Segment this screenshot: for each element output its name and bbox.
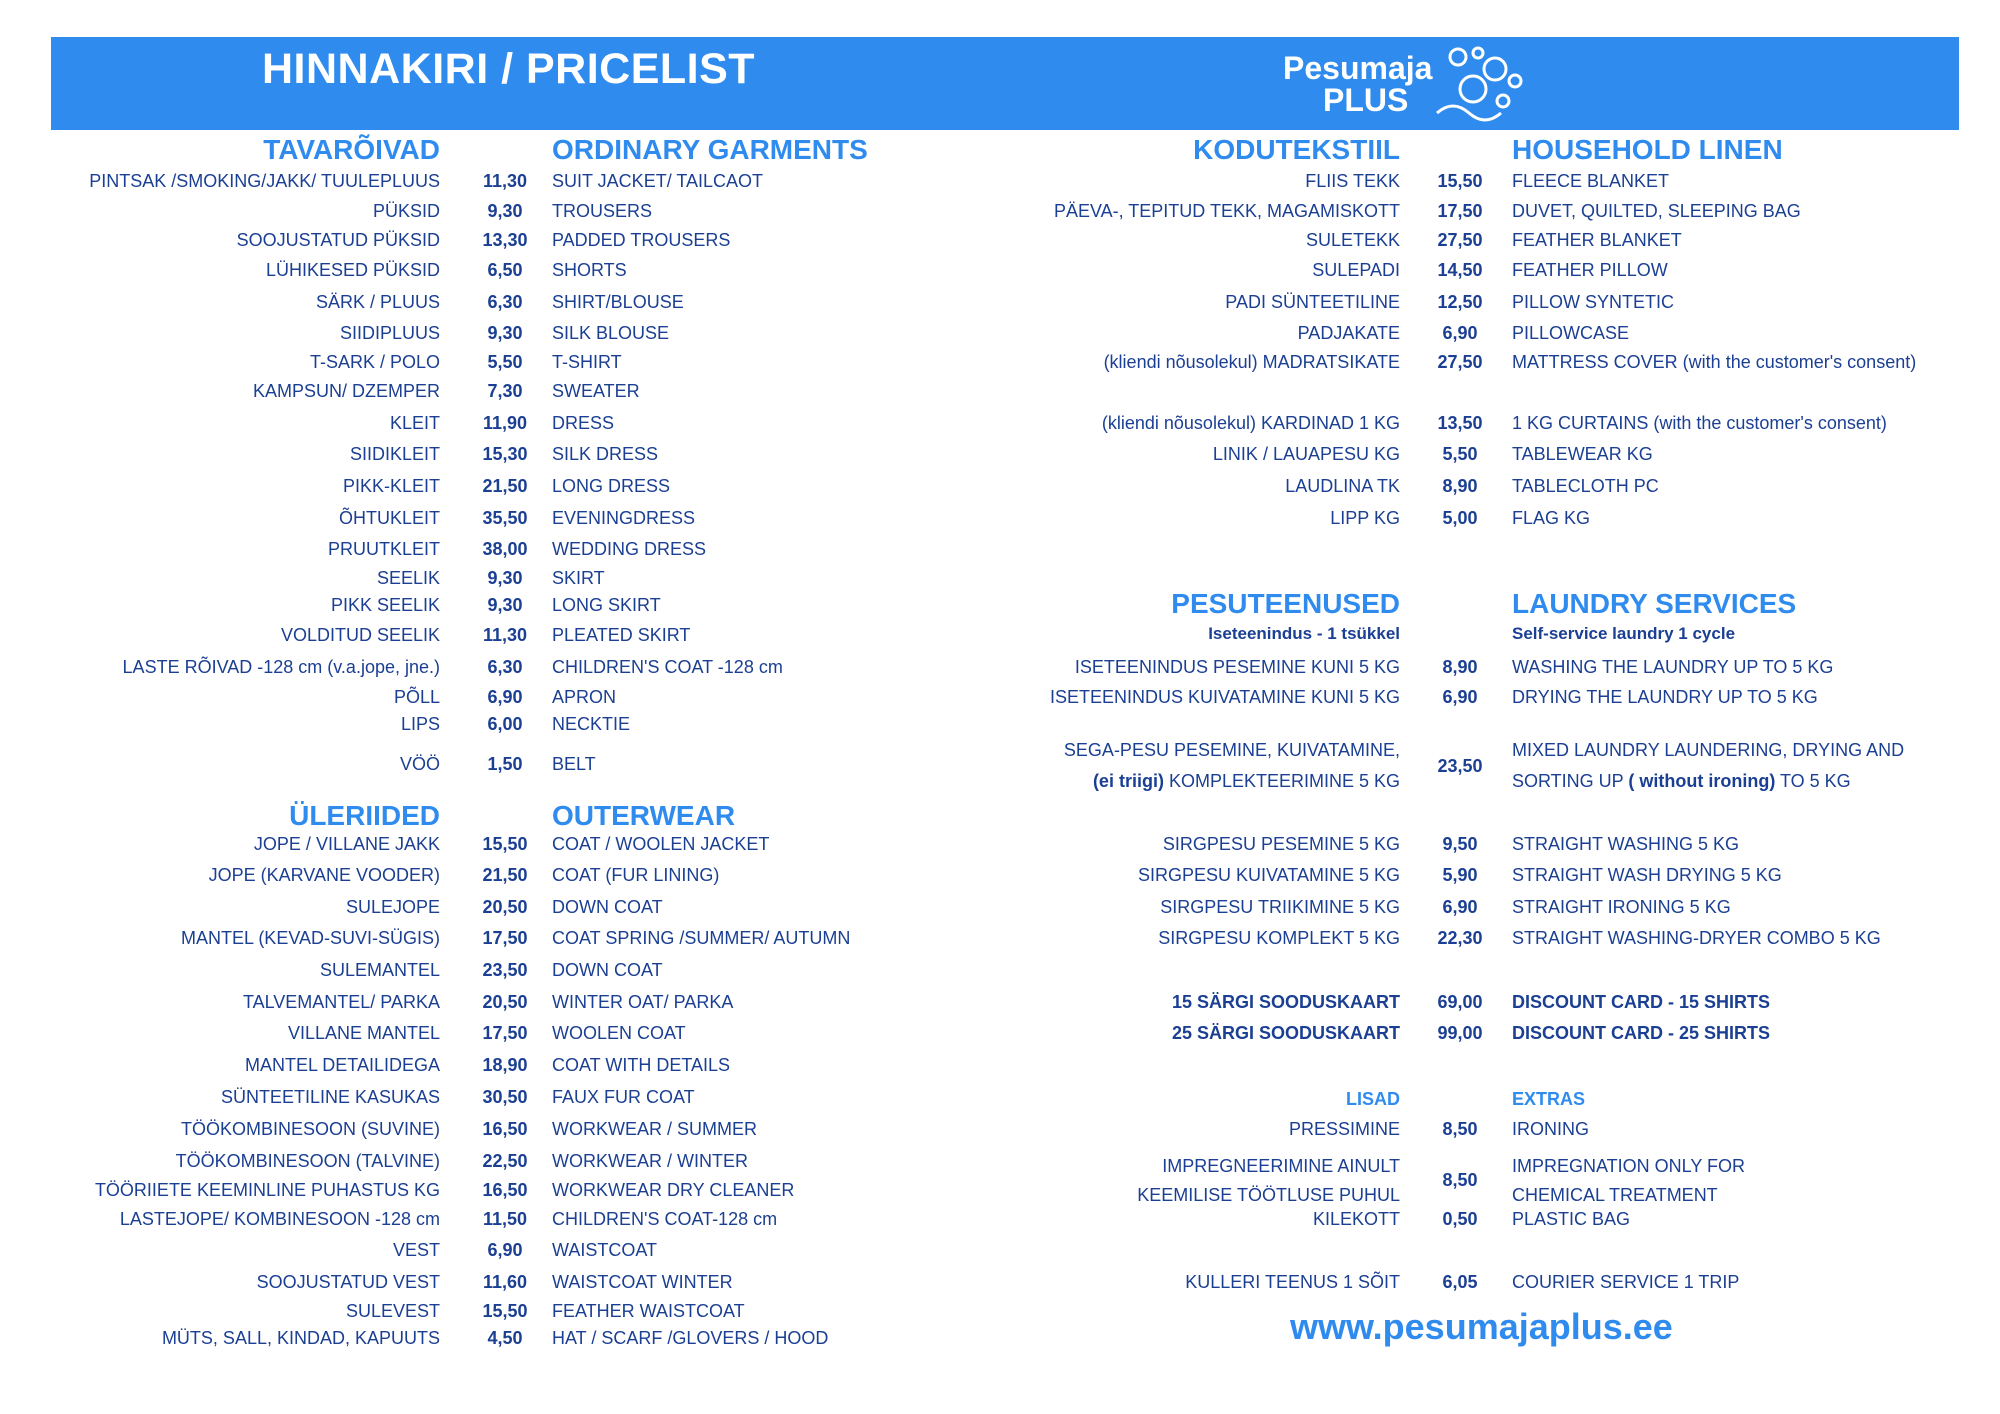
price-row [0,1269,2000,1295]
item-name-et: PIKK-KLEIT [342,476,440,496]
item-name-en: STRAIGHT WASH DRYING 5 KG [1512,865,1782,885]
price-row [0,168,2000,194]
logo-line-1: Pesumaja [1283,50,1433,86]
price-value: 38,00 [482,539,528,559]
price-value: 6,50 [487,260,523,280]
item-name-en: FEATHER PILLOW [1512,260,1668,280]
item-name-et: TÖÖKOMBINESOON (SUVINE) [180,1119,440,1139]
price-row [0,1298,2000,1324]
item-name-et: SEELIK [376,568,440,588]
item-name-en: FLAG KG [1512,508,1591,528]
item-name-et: VOLDITUD SEELIK [280,625,440,645]
item-name-en: WORKWEAR DRY CLEANER [552,1180,795,1200]
item-name-et-2: KEEMILISE TÖÖTLUSE PUHUL [1137,1185,1400,1205]
section-title-laundry-services: LAUNDRY SERVICES [1512,588,1797,619]
price-value: 5,50 [1442,444,1478,464]
item-name-en: NECKTIE [552,714,631,734]
item-name-en: SILK BLOUSE [552,323,670,343]
item-name-en-2: CHEMICAL TREATMENT [1512,1185,1718,1205]
item-name-et: ISETEENINDUS KUIVATAMINE KUNI 5 KG [1049,687,1400,707]
item-name-en: COAT / WOOLEN JACKET [552,834,770,854]
price-row [0,441,2000,467]
item-name-et-2-rest: KOMPLEKTEERIMINE 5 KG [1163,771,1400,791]
page-title: HINNAKIRI / PRICELIST [262,45,756,93]
section-title-extras: EXTRAS [1512,1089,1586,1109]
logo-line-2: PLUS [1323,82,1409,118]
item-name-en: TROUSERS [552,201,653,221]
item-name-et: FLIIS TEKK [1305,171,1400,191]
price-row [0,257,2000,283]
price-value: 9,30 [487,595,523,615]
item-name-en: FEATHER WAISTCOAT [552,1301,745,1321]
item-name-en: WEDDING DRESS [552,539,707,559]
price-value: 23,50 [1437,756,1483,776]
section-title-outerwear: OUTERWEAR [552,800,736,831]
price-value: 16,50 [482,1180,528,1200]
item-name-et: ISETEENINDUS PESEMINE KUNI 5 KG [1074,657,1400,677]
item-name-en: MATTRESS COVER (with the customer's consent) [1512,352,1917,372]
price-value: 21,50 [482,476,528,496]
price-row-mixed-laundry-2 [0,768,2000,794]
item-name-en: FLEECE BLANKET [1512,171,1670,191]
price-value: 8,90 [1442,476,1478,496]
item-name-et: (kliendi nõusolekul) MADRATSIKATE [1103,352,1400,372]
item-name-et: SIIDIKLEIT [349,444,440,464]
price-row [0,473,2000,499]
item-name-en: STRAIGHT WASHING-DRYER COMBO 5 KG [1512,928,1881,948]
price-value: 99,00 [1437,1023,1483,1043]
item-name-et-2 [1093,768,1400,794]
price-value: 11,30 [482,625,528,645]
item-name-en: WOOLEN COAT [552,1023,686,1043]
item-name-et: LASTE RÕIVAD -128 cm (v.a.jope, jne.) [122,657,440,677]
item-name-et: KLEIT [389,413,440,433]
price-value: 11,50 [482,1209,528,1229]
item-name-et: LIPS [400,714,440,734]
price-row [0,989,2000,1015]
item-name-en: COAT (FUR LINING) [552,865,720,885]
item-name-en: WORKWEAR / WINTER [552,1151,748,1171]
no-ironing-note: (ei triigi) [1092,771,1164,791]
item-name-et: TÖÖKOMBINESOON (TALVINE) [175,1151,440,1171]
price-row [0,536,2000,562]
item-name-et: KAMPSUN/ DZEMPER [252,381,440,401]
item-name-et: PÄEVA-, TEPITUD TEKK, MAGAMISKOTT [1053,201,1400,221]
price-row [0,565,2000,591]
price-value: 6,90 [1442,897,1478,917]
item-name-et: (kliendi nõusolekul) KARDINAD 1 KG [1101,413,1400,433]
price-row [0,894,2000,920]
item-name-et: KULLERI TEENUS 1 SÕIT [1185,1272,1400,1292]
item-name-et: TALVEMANTEL/ PARKA [242,992,440,1012]
item-name-et: MÜTS, SALL, KINDAD, KAPUUTS [161,1328,440,1348]
price-value: 69,00 [1437,992,1483,1012]
price-value: 6,90 [487,687,523,707]
price-row [0,831,2000,857]
item-name-en: 1 KG CURTAINS (with the customer's consent) [1512,413,1887,433]
section-title-tavaroivad: TAVARÕIVAD [263,134,440,165]
price-row-impregnation [0,1153,2000,1179]
item-name-et: VÖÖ [399,754,440,774]
item-name-et: SIRGPESU KOMPLEKT 5 KG [1158,928,1400,948]
website-link[interactable]: www.pesumajaplus.ee [1290,1306,1673,1347]
price-row [0,1116,2000,1142]
item-name-et: IMPREGNEERIMINE AINULT [1162,1156,1400,1176]
price-value: 9,30 [487,201,523,221]
item-name-en: SUIT JACKET/ TAILCAOT [552,171,764,191]
item-name-en: DISCOUNT CARD - 25 SHIRTS [1512,1023,1771,1043]
item-name-et: PÜKSID [372,201,440,221]
item-name-en: PADDED TROUSERS [552,230,731,250]
item-name-et: PADI SÜNTEETILINE [1225,292,1400,312]
price-value: 17,50 [1437,201,1483,221]
section-title-uleriided: ÜLERIIDED [289,800,440,831]
item-name-en: DRESS [552,413,615,433]
price-row [0,1325,2000,1351]
self-service-subtitle-en: Self-service laundry 1 cycle [1512,624,1736,643]
item-name-en: WAISTCOAT [552,1240,657,1260]
item-name-et: JOPE / VILLANE JAKK [253,834,440,854]
item-name-et: SULETEKK [1305,230,1400,250]
price-row [0,862,2000,888]
price-value: 27,50 [1437,352,1483,372]
price-value: 8,90 [1442,657,1478,677]
price-value: 6,90 [1442,687,1478,707]
price-value: 1,50 [487,754,523,774]
price-row-mixed-laundry [0,737,2000,763]
item-name-en: T-SHIRT [552,352,622,372]
item-name-en: WINTER OAT/ PARKA [552,992,734,1012]
section-title-kodutekstiil: KODUTEKSTIIL [1193,134,1400,165]
item-name-et: LÜHIKESED PÜKSID [265,260,440,280]
price-value: 17,50 [482,1023,528,1043]
item-name-en: STRAIGHT WASHING 5 KG [1512,834,1740,854]
price-value: 7,30 [487,381,523,401]
item-name-en: FEATHER BLANKET [1512,230,1682,250]
item-name-en: SHIRT/BLOUSE [552,292,684,312]
item-name-et: SIRGPESU PESEMINE 5 KG [1162,834,1400,854]
price-row [0,320,2000,346]
price-row [0,349,2000,375]
item-name-et: PÕLL [393,687,440,707]
item-name-en: MIXED LAUNDRY LAUNDERING, DRYING AND [1512,740,1905,760]
price-value: 11,60 [482,1272,528,1292]
item-name-et: SULEJOPE [345,897,440,917]
item-name-et: SIRGPESU KUIVATAMINE 5 KG [1137,865,1400,885]
price-value: 11,90 [482,413,528,433]
item-name-et: T-SARK / POLO [309,352,440,372]
price-row [0,227,2000,253]
item-name-en: PLASTIC BAG [1512,1209,1631,1229]
item-name-en: CHILDREN'S COAT-128 cm [552,1209,778,1229]
price-value: 4,50 [487,1328,523,1348]
price-row-impregnation-2 [0,1182,2000,1208]
price-value: 5,50 [487,352,523,372]
price-row [0,378,2000,404]
mixed-price [1420,753,1500,779]
price-value: 18,90 [482,1055,528,1075]
item-name-en-2b: TO 5 KG [1775,771,1851,791]
item-name-en: LONG DRESS [552,476,671,496]
item-name-et: ÕHTUKLEIT [338,508,440,528]
price-value: 13,30 [482,230,528,250]
item-name-en: COAT SPRING /SUMMER/ AUTUMN [552,928,851,948]
price-value: 15,50 [1437,171,1483,191]
item-name-en: WORKWEAR / SUMMER [552,1119,757,1139]
item-name-en: DUVET, QUILTED, SLEEPING BAG [1512,201,1801,221]
price-value: 23,50 [482,960,528,980]
item-name-et: PIKK SEELIK [330,595,440,615]
item-name-en: SWEATER [552,381,640,401]
brand-logo [1283,43,1543,125]
item-name-en: APRON [552,687,617,707]
item-name-en: WAISTCOAT WINTER [552,1272,733,1292]
price-row [0,925,2000,951]
self-service-subtitle-et: Iseteenindus - 1 tsükkel [1208,624,1400,643]
bubbles-icon [1433,43,1543,123]
price-row [0,289,2000,315]
item-name-en: COURIER SERVICE 1 TRIP [1512,1272,1740,1292]
item-name-et: SOOJUSTATUD VEST [256,1272,440,1292]
item-name-en: HAT / SCARF /GLOVERS / HOOD [552,1328,829,1348]
item-name-et: SÄRK / PLUUS [315,292,440,312]
item-name-et: SÜNTEETILINE KASUKAS [220,1087,440,1107]
item-name-en: SKIRT [552,568,605,588]
item-name-et: LASTEJOPE/ KOMBINESOON -128 cm [119,1209,440,1229]
item-name-en: DOWN COAT [552,897,663,917]
price-value: 16,50 [482,1119,528,1139]
price-row [0,1052,2000,1078]
price-value: 20,50 [482,992,528,1012]
item-name-en: SILK DRESS [552,444,659,464]
price-row [0,654,2000,680]
price-value: 30,50 [482,1087,528,1107]
item-name-en: FAUX FUR COAT [552,1087,695,1107]
price-row [0,592,2000,618]
item-name-et: PADJAKATE [1297,323,1400,343]
price-value: 6,30 [487,657,523,677]
impregnation-price [1420,1167,1500,1193]
item-name-et: SIIDIPLUUS [339,323,440,343]
price-row [0,1206,2000,1232]
price-row [0,410,2000,436]
item-name-en: SHORTS [552,260,627,280]
item-name-et: 15 SÄRGI SOODUSKAART [1171,992,1400,1012]
item-name-en: PLEATED SKIRT [552,625,691,645]
price-value: 6,00 [487,714,523,734]
price-value: 5,00 [1442,508,1478,528]
item-name-et: MANTEL DETAILIDEGA [244,1055,440,1075]
price-row [0,711,2000,737]
item-name-et: KILEKOTT [1312,1209,1400,1229]
price-row [0,1237,2000,1263]
price-value: 11,30 [482,171,528,191]
section-title-lisad: LISAD [1346,1089,1400,1109]
price-value: 15,50 [482,1301,528,1321]
item-name-en: TABLEWEAR KG [1512,444,1653,464]
price-value: 6,90 [1442,323,1478,343]
price-value: 27,50 [1437,230,1483,250]
item-name-en: PILLOWCASE [1512,323,1630,343]
item-name-en: DISCOUNT CARD - 15 SHIRTS [1512,992,1771,1012]
item-name-en: LONG SKIRT [552,595,661,615]
price-row [0,1084,2000,1110]
item-name-en: WASHING THE LAUNDRY UP TO 5 KG [1512,657,1834,677]
price-value: 15,30 [482,444,528,464]
price-value: 6,30 [487,292,523,312]
item-name-et: VILLANE MANTEL [287,1023,440,1043]
item-name-et: LAUDLINA TK [1285,476,1400,496]
price-value: 15,50 [482,834,528,854]
item-name-et: TÖÖRIIETE KEEMINLINE PUHASTUS KG [94,1180,440,1200]
price-row [0,505,2000,531]
price-value: 14,50 [1437,260,1483,280]
without-ironing-note: ( without ironing) [1628,771,1776,791]
header-banner [51,37,1959,130]
price-row [0,198,2000,224]
item-name-en: EVENINGDRESS [552,508,696,528]
item-name-et: PRESSIMINE [1288,1119,1400,1139]
item-name-et: SOOJUSTATUD PÜKSID [236,230,440,250]
item-name-et: VEST [392,1240,440,1260]
price-value: 5,90 [1442,865,1478,885]
item-name-et: SULEPADI [1312,260,1400,280]
section-title-ordinary-garments: ORDINARY GARMENTS [552,134,868,165]
price-value: 6,90 [487,1240,523,1260]
price-value: 9,30 [487,323,523,343]
item-name-et: MANTEL (KEVAD-SUVI-SÜGIS) [180,928,440,948]
section-title-pesuteenused: PESUTEENUSED [1171,588,1400,619]
item-name-en: DOWN COAT [552,960,663,980]
price-value: 22,50 [482,1151,528,1171]
item-name-en: STRAIGHT IRONING 5 KG [1512,897,1731,917]
item-name-en: DRYING THE LAUNDRY UP TO 5 KG [1512,687,1818,707]
price-value: 35,50 [482,508,528,528]
price-value: 13,50 [1437,413,1483,433]
item-name-et: SEGA-PESU PESEMINE, KUIVATAMINE, [1063,740,1400,760]
item-name-et: JOPE (KARVANE VOODER) [208,865,440,885]
price-value: 12,50 [1437,292,1483,312]
price-row [0,622,2000,648]
item-name-en: BELT [552,754,596,774]
price-value: 8,50 [1442,1170,1478,1190]
price-value: 6,05 [1442,1272,1478,1292]
section-title-household-linen: HOUSEHOLD LINEN [1512,134,1783,165]
item-name-et: 25 SÄRGI SOODUSKAART [1171,1023,1400,1043]
price-value: 21,50 [482,865,528,885]
item-name-et: PINTSAK /SMOKING/JAKK/ TUULEPLUUS [89,171,440,191]
item-name-en-2 [1512,768,1851,794]
item-name-en: COAT WITH DETAILS [552,1055,731,1075]
price-value: 17,50 [482,928,528,948]
price-value: 9,30 [487,568,523,588]
item-name-en-2a: SORTING UP [1512,771,1629,791]
price-row [0,684,2000,710]
item-name-en: IMPREGNATION ONLY FOR [1512,1156,1746,1176]
item-name-en: CHILDREN'S COAT -128 cm [552,657,783,677]
item-name-et: SULEMANTEL [319,960,440,980]
price-row [0,957,2000,983]
price-value: 20,50 [482,897,528,917]
price-value: 8,50 [1442,1119,1478,1139]
price-value: 22,30 [1437,928,1483,948]
item-name-et: LINIK / LAUAPESU KG [1212,444,1400,464]
item-name-en: PILLOW SYNTETIC [1512,292,1675,312]
price-value: 9,50 [1442,834,1478,854]
item-name-et: LIPP KG [1330,508,1400,528]
item-name-et: SIRGPESU TRIIKIMINE 5 KG [1160,897,1400,917]
item-name-et: SULEVEST [345,1301,440,1321]
price-value: 0,50 [1442,1209,1478,1229]
item-name-en: TABLECLOTH PC [1512,476,1659,496]
price-row [0,1020,2000,1046]
item-name-en: IRONING [1512,1119,1590,1139]
item-name-et: PRUUTKLEIT [327,539,440,559]
